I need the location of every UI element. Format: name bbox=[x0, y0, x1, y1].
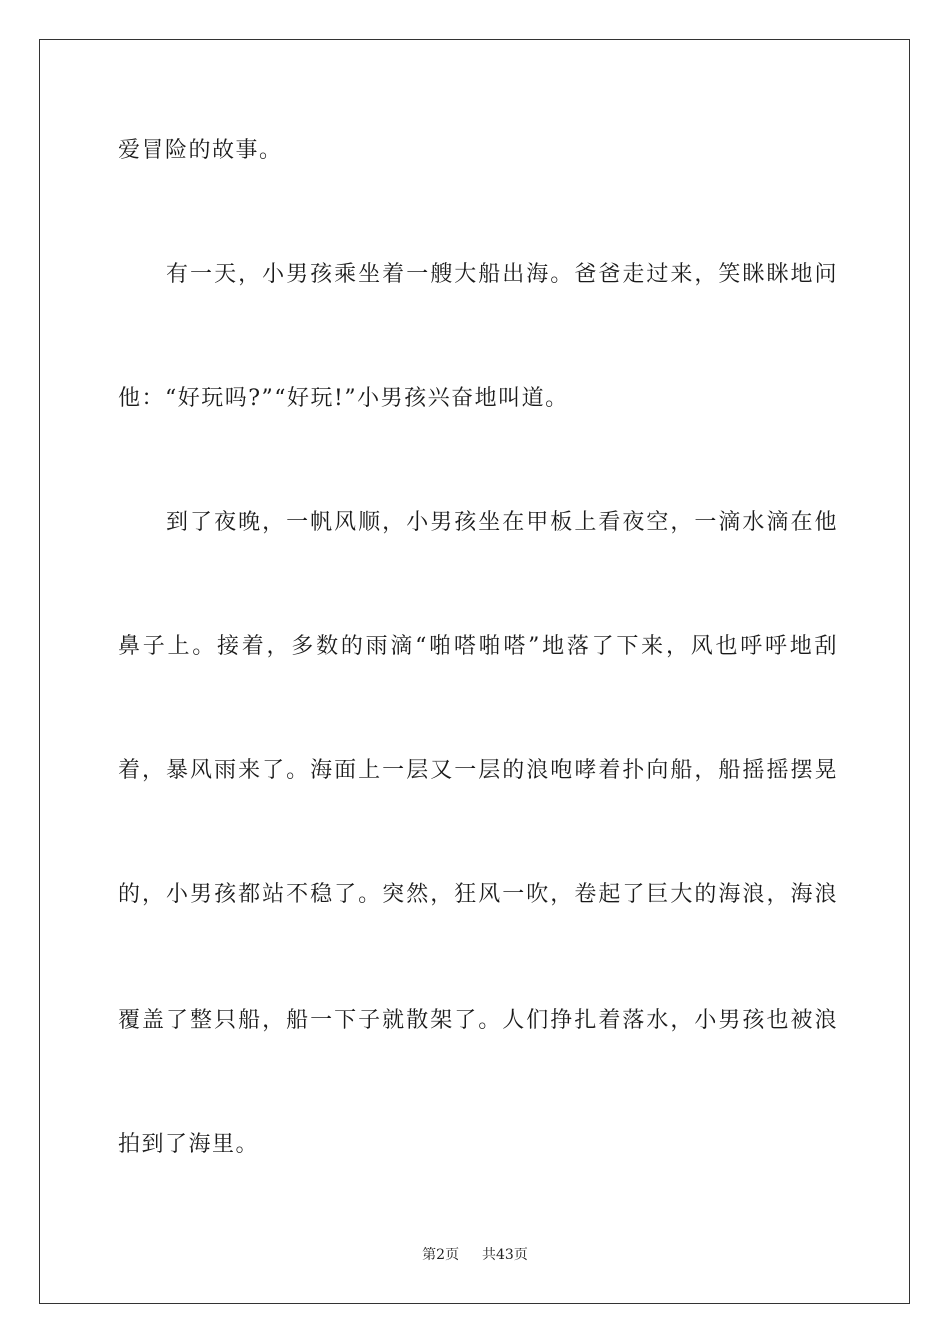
text-line: 鼻子上。接着，多数的雨滴“啪嗒啪嗒”地落了下来，风也呼呼地刮 bbox=[118, 634, 838, 659]
text-line: 覆盖了整只船，船一下子就散架了。人们挣扎着落水，小男孩也被浪 bbox=[118, 1008, 838, 1033]
page-footer bbox=[0, 1245, 950, 1265]
text-line: 到了夜晚，一帆风顺，小男孩坐在甲板上看夜空，一滴水滴在他 bbox=[118, 510, 838, 535]
text-line: 的，小男孩都站不稳了。突然，狂风一吹，卷起了巨大的海浪，海浪 bbox=[118, 882, 838, 907]
page-border bbox=[39, 39, 910, 1304]
page-number: 第2页 bbox=[422, 1247, 460, 1263]
text-line: 有一天，小男孩乘坐着一艘大船出海。爸爸走过来，笑眯眯地问 bbox=[118, 262, 838, 287]
text-line: 拍到了海里。 bbox=[118, 1132, 260, 1157]
text-line: 他：“好玩吗?”“好玩!”小男孩兴奋地叫道。 bbox=[118, 386, 569, 411]
text-line: 爱冒险的故事。 bbox=[118, 138, 283, 163]
page-total: 共43页 bbox=[482, 1247, 528, 1263]
text-line: 着，暴风雨来了。海面上一层又一层的浪咆哮着扑向船，船摇摇摆晃 bbox=[118, 758, 838, 783]
